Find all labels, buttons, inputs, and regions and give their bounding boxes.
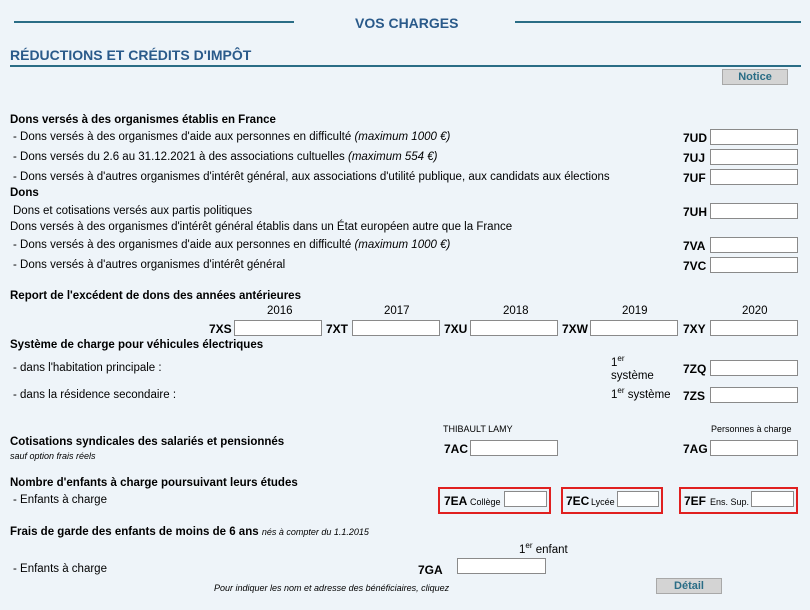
field-7VA[interactable] (710, 237, 798, 253)
code-7VC: 7VC (683, 259, 707, 273)
dons-heading: Dons versés à des organismes établis en France (10, 114, 276, 126)
code-7AG: 7AG (683, 442, 708, 456)
enfants-label: - Enfants à charge (13, 494, 107, 506)
field-7ZS[interactable] (710, 387, 798, 403)
dons-row-7UJ-label: - Dons versés du 2.6 au 31.12.2021 à des associations cultuelles (maximum 554 €) (13, 151, 438, 163)
header-rule-left (14, 21, 294, 23)
code-7EA: 7EA (444, 494, 468, 508)
field-7XU[interactable] (470, 320, 558, 336)
code-7VA: 7VA (683, 239, 706, 253)
vehicules-heading: Système de charge pour véhicules électriques (10, 339, 264, 351)
field-7XY[interactable] (710, 320, 798, 336)
garde-note: nés à compter du 1.1.2015 (261, 527, 369, 537)
code-7EF: 7EF (684, 494, 707, 508)
notice-button[interactable]: Notice (722, 69, 788, 85)
level-college: Collège (470, 497, 501, 507)
field-7XS[interactable] (234, 320, 322, 336)
level-ens-sup: Ens. Sup. (710, 497, 750, 507)
dons-eu-heading: Dons versés à des organismes d'intérêt général établis dans un État européen autre que la France (10, 221, 513, 233)
field-7UH[interactable] (710, 203, 798, 219)
dons-row-7VC-label: - Dons versés à d'autres organismes d'intérêt général (13, 259, 286, 271)
code-7XY: 7XY (683, 322, 706, 336)
code-7XS: 7XS (209, 322, 232, 336)
garde-label: - Enfants à charge (13, 563, 107, 575)
field-7XW[interactable] (590, 320, 678, 336)
field-7UJ[interactable] (710, 149, 798, 165)
garde-ordinal: 1er enfant (519, 541, 568, 556)
field-7XT[interactable] (352, 320, 440, 336)
report-year-2020: 2020 (742, 305, 768, 317)
garde-heading: Frais de garde des enfants de moins de 6 ans (10, 526, 259, 538)
dons-row-7UD-label: - Dons versés à des organismes d'aide aux personnes en difficulté (maximum 1000 €) (13, 131, 451, 143)
cotisations-heading: Cotisations syndicales des salariés et pensionnés (10, 436, 285, 448)
vehicules-row-7ZS-label: - dans la résidence secondaire : (13, 389, 177, 401)
field-7AG[interactable] (710, 440, 798, 456)
level-lycee: Lycée (591, 497, 615, 507)
cotisations-person2: Personnes à charge (711, 424, 792, 434)
code-7UD: 7UD (683, 131, 708, 145)
vehicules-7ZS-ordinal: 1er système (611, 386, 671, 401)
field-7GA[interactable] (457, 558, 546, 574)
field-7VC[interactable] (710, 257, 798, 273)
code-7UJ: 7UJ (683, 151, 706, 165)
code-7UF: 7UF (683, 171, 706, 185)
page-title: VOS CHARGES (355, 15, 459, 31)
code-7EC: 7EC (566, 494, 590, 508)
detail-button[interactable]: Détail (656, 578, 722, 594)
report-year-2018: 2018 (503, 305, 529, 317)
code-7ZS: 7ZS (683, 389, 706, 403)
cotisations-sub: sauf option frais réels (10, 451, 96, 461)
code-7XW: 7XW (562, 322, 589, 336)
code-7XU: 7XU (444, 322, 468, 336)
header-rule-right (515, 21, 801, 23)
code-7GA: 7GA (418, 563, 443, 577)
enfants-heading: Nombre d'enfants à charge poursuivant leurs études (10, 477, 298, 489)
field-7UD[interactable] (710, 129, 798, 145)
dons-heading-2: Dons (10, 187, 39, 199)
cotisations-person1: THIBAULT LAMY (443, 424, 513, 434)
vehicules-7ZQ-ordinal: 1er (611, 354, 625, 369)
field-7EC[interactable] (617, 491, 659, 507)
garde-footer-note: Pour indiquer les nom et adresse des bénéficiaires, cliquez (214, 583, 450, 593)
garde-heading-line (10, 526, 369, 538)
field-7EF[interactable] (751, 491, 794, 507)
vehicules-7ZQ-suffix: système (611, 370, 654, 382)
report-heading: Report de l'excédent de dons des années antérieures (10, 290, 301, 302)
field-7ZQ[interactable] (710, 360, 798, 376)
code-7XT: 7XT (326, 322, 349, 336)
dons-row-7VA-label: - Dons versés à des organismes d'aide aux personnes en difficulté (maximum 1000 €) (13, 239, 451, 251)
code-7ZQ: 7ZQ (683, 362, 707, 376)
field-7EA[interactable] (504, 491, 547, 507)
report-year-2016: 2016 (267, 305, 293, 317)
code-7AC: 7AC (444, 442, 469, 456)
vehicules-row-7ZQ-label: - dans l'habitation principale : (13, 362, 162, 374)
dons-row-7UF-label: - Dons versés à d'autres organismes d'intérêt général, aux associations d'utilité publique, aux candidats aux élections (13, 171, 610, 183)
field-7AC[interactable] (470, 440, 558, 456)
dons-row-7UH-label: Dons et cotisations versés aux partis politiques (13, 205, 253, 217)
section-title: RÉDUCTIONS ET CRÉDITS D'IMPÔT (10, 47, 252, 63)
field-7UF[interactable] (710, 169, 798, 185)
code-7UH: 7UH (683, 205, 708, 219)
report-year-2017: 2017 (384, 305, 410, 317)
report-year-2019: 2019 (622, 305, 648, 317)
section-rule (10, 65, 801, 67)
